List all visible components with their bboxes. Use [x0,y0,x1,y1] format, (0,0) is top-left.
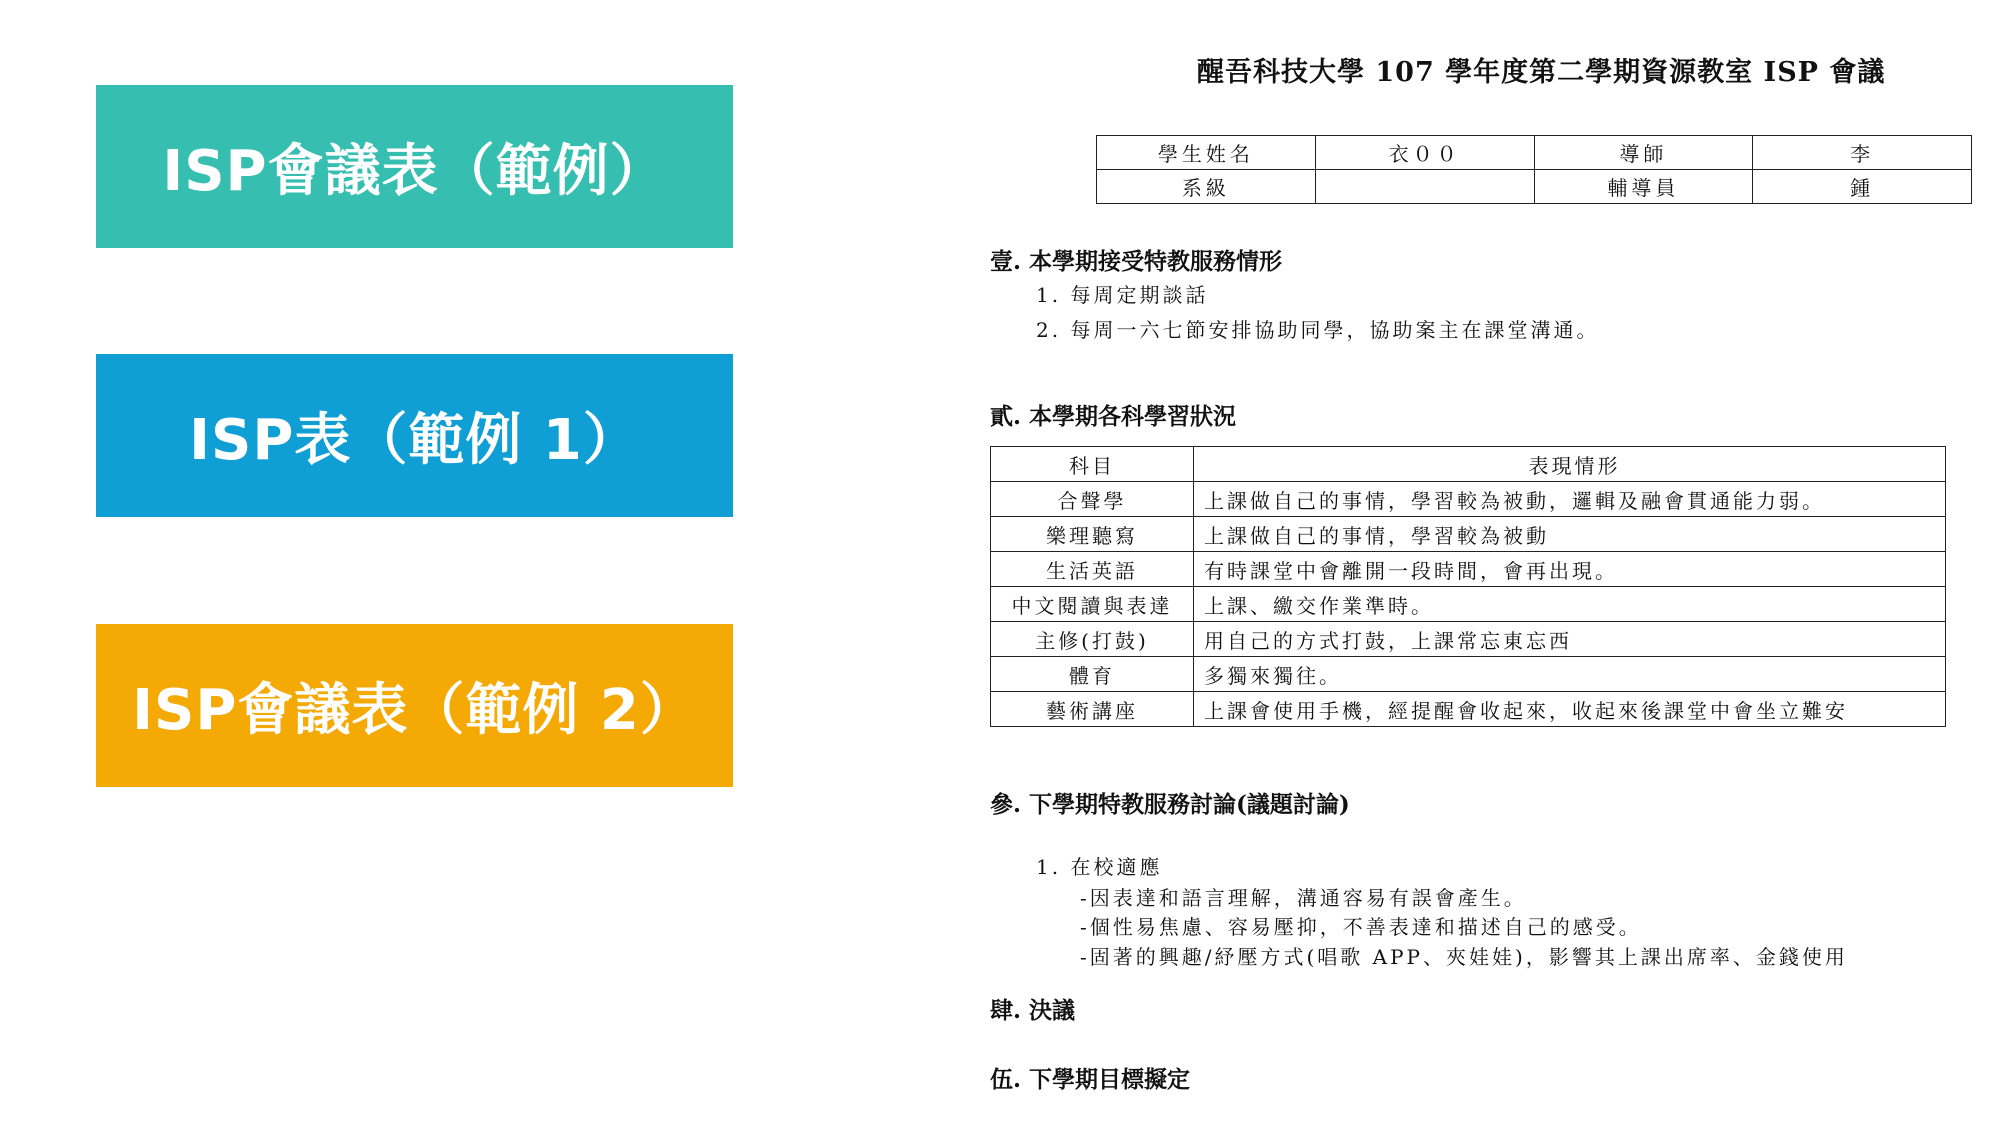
section-2-heading: 貳. 本學期各科學習狀況 [990,403,1237,430]
table-header-row [991,447,1946,482]
performance-cell: 上課會使用手機，經提醒會收起來，收起來後課堂中會坐立難安 [1194,692,1946,727]
subject-cell: 中文閱讀與表達 [991,587,1194,622]
table-row [1097,170,1972,204]
list-item: 2. 每周一六七節安排協助同學，協助案主在課堂溝通。 [1036,318,1600,342]
info-cell [1315,170,1534,204]
performance-cell: 用自己的方式打鼓，上課常忘東忘西 [1194,622,1946,657]
list-subitem: -固著的興趣/紓壓方式(唱歌 APP、夾娃娃)，影響其上課出席率、金錢使用 [1080,945,1848,969]
table-row [991,517,1946,552]
subject-cell: 樂理聽寫 [991,517,1194,552]
info-cell: 李 [1753,136,1972,170]
table-row [1097,136,1972,170]
section-3-heading: 參. 下學期特教服務討論(議題討論) [990,791,1350,818]
subject-cell: 藝術講座 [991,692,1194,727]
document-preview [990,40,1980,1100]
performance-cell: 上課做自己的事情，學習較為被動 [1194,517,1946,552]
list-subitem: -因表達和語言理解，溝通容易有誤會產生。 [1080,886,1527,910]
info-cell: 導師 [1534,136,1753,170]
subject-performance-table [990,446,1946,727]
info-cell: 輔導員 [1534,170,1753,204]
table-row [991,587,1946,622]
document-title: 醒吾科技大學 107 學年度第二學期資源教室 ISP 會議 [1197,57,1886,88]
performance-cell: 多獨來獨往。 [1194,657,1946,692]
table-row [991,692,1946,727]
subject-cell: 生活英語 [991,552,1194,587]
menu-button-label: ISP表（範例 1） [189,407,640,473]
section-4-heading: 肆. 決議 [990,997,1076,1024]
list-subitem: -個性易焦慮、容易壓抑，不善表達和描述自己的感受。 [1080,915,1642,939]
subject-cell: 合聲學 [991,482,1194,517]
list-item: 1. 在校適應 [1036,855,1163,879]
menu-button-label: ISP會議表（範例） [162,138,667,204]
menu-button-label: ISP會議表（範例 2） [132,677,697,743]
section-5-heading: 伍. 下學期目標擬定 [990,1066,1191,1093]
performance-cell: 上課做自己的事情，學習較為被動，邏輯及融會貫通能力弱。 [1194,482,1946,517]
section-1-heading: 壹. 本學期接受特教服務情形 [990,248,1283,275]
info-cell: 系級 [1097,170,1316,204]
performance-cell: 有時課堂中會離開一段時間，會再出現。 [1194,552,1946,587]
table-row [991,657,1946,692]
table-row [991,552,1946,587]
info-cell: 學生姓名 [1097,136,1316,170]
table-row [991,482,1946,517]
performance-cell: 上課、繳交作業準時。 [1194,587,1946,622]
list-item: 1. 每周定期談話 [1036,283,1209,307]
info-cell: 鍾 [1753,170,1972,204]
student-info-table [1096,135,1972,204]
table-row [991,622,1946,657]
subject-cell: 體育 [991,657,1194,692]
menu-button-isp-form-example-1[interactable] [96,354,733,517]
column-header: 科目 [991,447,1194,482]
menu-button-isp-meeting-example[interactable] [96,85,733,248]
column-header: 表現情形 [1194,447,1946,482]
menu-button-isp-meeting-example-2[interactable] [96,624,733,787]
info-cell: 衣００ [1315,136,1534,170]
subject-cell: 主修(打鼓) [991,622,1194,657]
